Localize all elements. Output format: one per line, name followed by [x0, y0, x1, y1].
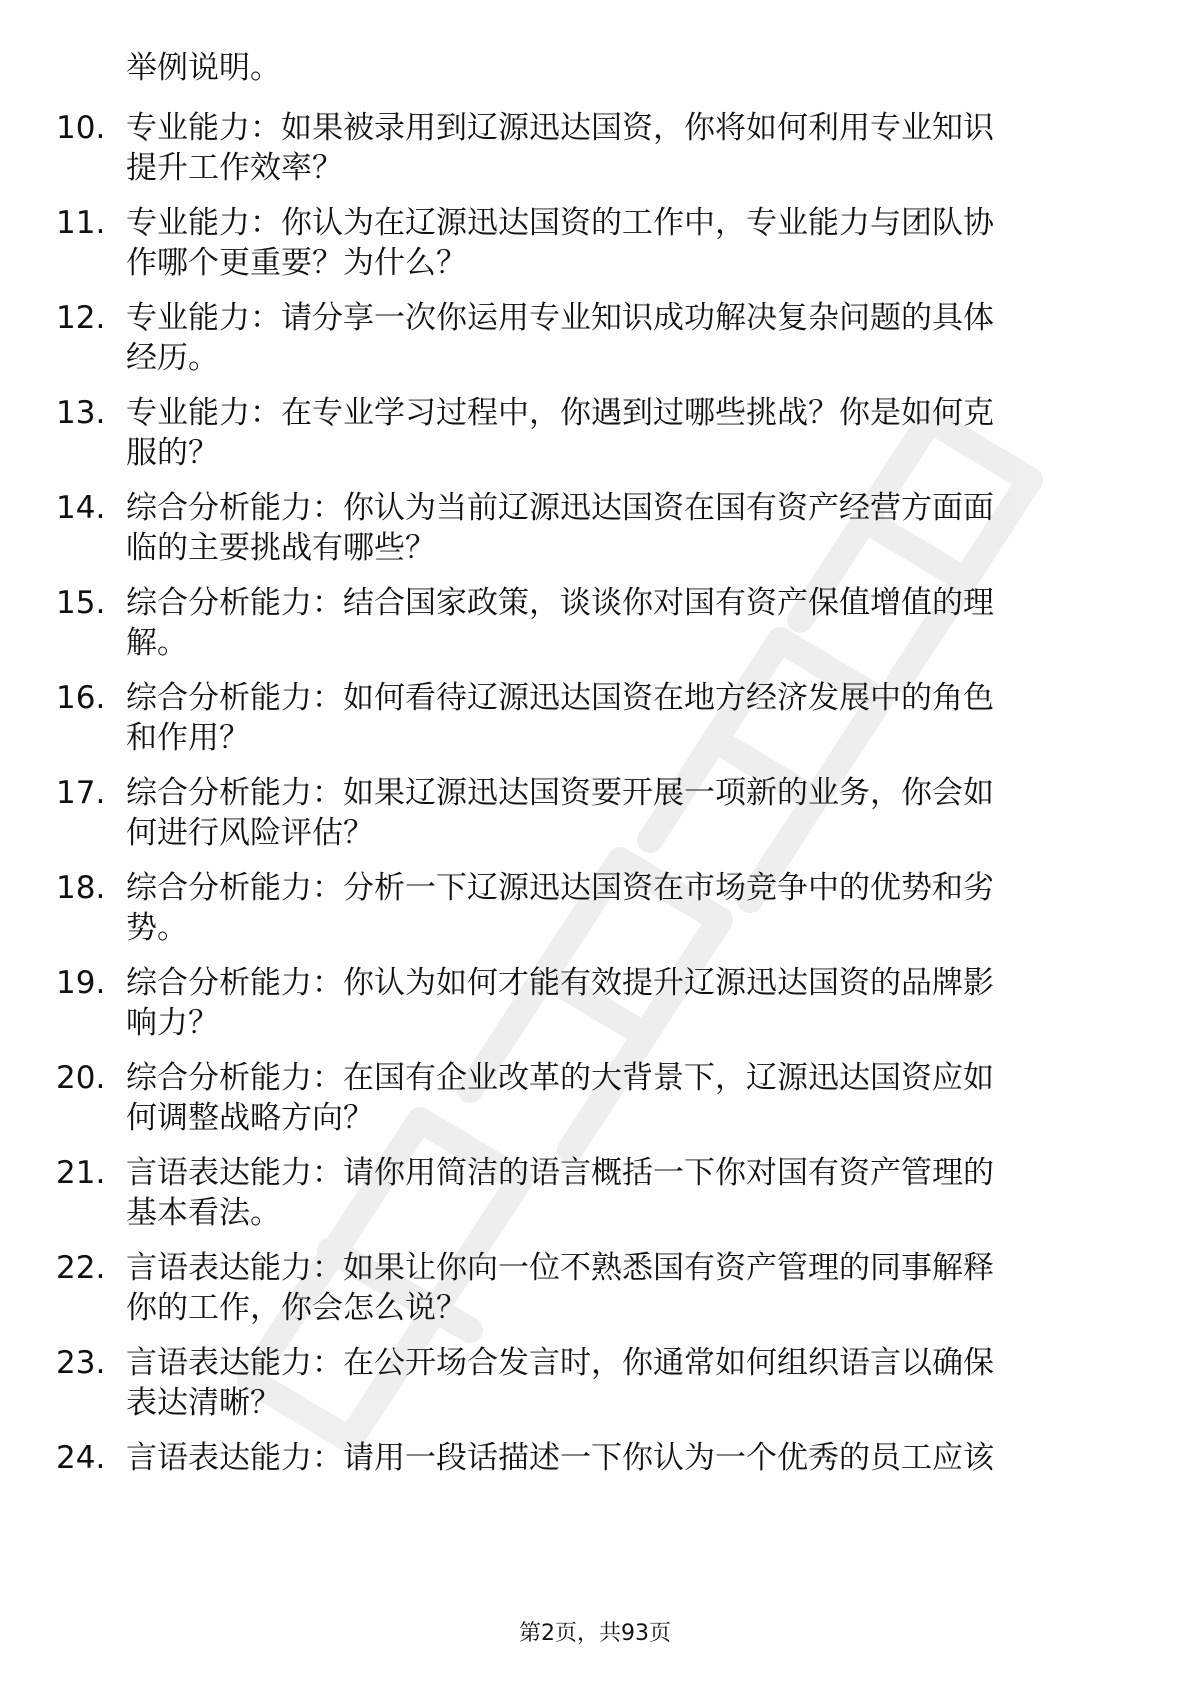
item-number: 24. — [56, 1440, 106, 1476]
continuation-text: 举例说明。 — [126, 50, 281, 86]
page-footer: 第2页，共93页 — [519, 1621, 671, 1646]
item-text: 专业能力：在专业学习过程中，你遇到过哪些挑战？你是如何克 服的？ — [126, 395, 994, 471]
item-number: 18. — [56, 870, 106, 906]
item-text: 言语表达能力：如果让你向一位不熟悉国有资产管理的同事解释 你的工作，你会怎么说？ — [126, 1250, 994, 1326]
list-item — [0, 1058, 1190, 1142]
item-text: 专业能力：请分享一次你运用专业知识成功解决复杂问题的具体 经历。 — [126, 300, 994, 376]
item-number: 21. — [56, 1155, 106, 1191]
item-number: 10. — [56, 110, 106, 146]
item-number: 15. — [56, 585, 106, 621]
item-text: 综合分析能力：结合国家政策，谈谈你对国有资产保值增值的理 解。 — [126, 585, 994, 661]
list-item — [0, 583, 1190, 667]
item-text: 综合分析能力：如果辽源迅达国资要开展一项新的业务，你会如 何进行风险评估？ — [126, 775, 994, 851]
item-number: 17. — [56, 775, 106, 811]
item-number: 20. — [56, 1060, 106, 1096]
list-item — [0, 1438, 1190, 1522]
item-text: 言语表达能力：在公开场合发言时，你通常如何组织语言以确保 表达清晰？ — [126, 1345, 994, 1421]
item-number: 11. — [56, 205, 106, 241]
list-item — [0, 1343, 1190, 1427]
item-text: 综合分析能力：在国有企业改革的大背景下，辽源迅达国资应如 何调整战略方向？ — [126, 1060, 994, 1136]
list-item — [0, 1153, 1190, 1237]
list-item — [0, 298, 1190, 382]
item-text: 综合分析能力：你认为当前辽源迅达国资在国有资产经营方面面 临的主要挑战有哪些？ — [126, 490, 994, 566]
list-item — [0, 1248, 1190, 1332]
item-number: 12. — [56, 300, 106, 336]
item-text: 综合分析能力：你认为如何才能有效提升辽源迅达国资的品牌影 响力？ — [126, 965, 994, 1041]
item-text: 专业能力：你认为在辽源迅达国资的工作中，专业能力与团队协 作哪个更重要？为什么？ — [126, 205, 994, 281]
item-text: 综合分析能力：分析一下辽源迅达国资在市场竞争中的优势和劣 势。 — [126, 870, 994, 946]
item-number: 19. — [56, 965, 106, 1001]
item-number: 14. — [56, 490, 106, 526]
item-number: 22. — [56, 1250, 106, 1286]
list-item — [0, 203, 1190, 287]
list-item — [0, 963, 1190, 1047]
list-item — [0, 773, 1190, 857]
item-text: 专业能力：如果被录用到辽源迅达国资，你将如何利用专业知识 提升工作效率？ — [126, 110, 994, 186]
list-item — [0, 868, 1190, 952]
list-item — [0, 393, 1190, 477]
item-number: 16. — [56, 680, 106, 716]
item-text: 综合分析能力：如何看待辽源迅达国资在地方经济发展中的角色 和作用？ — [126, 680, 994, 756]
item-number: 23. — [56, 1345, 106, 1381]
item-text: 言语表达能力：请用一段话描述一下你认为一个优秀的员工应该 — [126, 1440, 994, 1476]
item-text: 言语表达能力：请你用简洁的语言概括一下你对国有资产管理的 基本看法。 — [126, 1155, 994, 1231]
item-number: 13. — [56, 395, 106, 431]
list-item — [0, 678, 1190, 762]
list-item — [0, 108, 1190, 192]
list-item — [0, 488, 1190, 572]
